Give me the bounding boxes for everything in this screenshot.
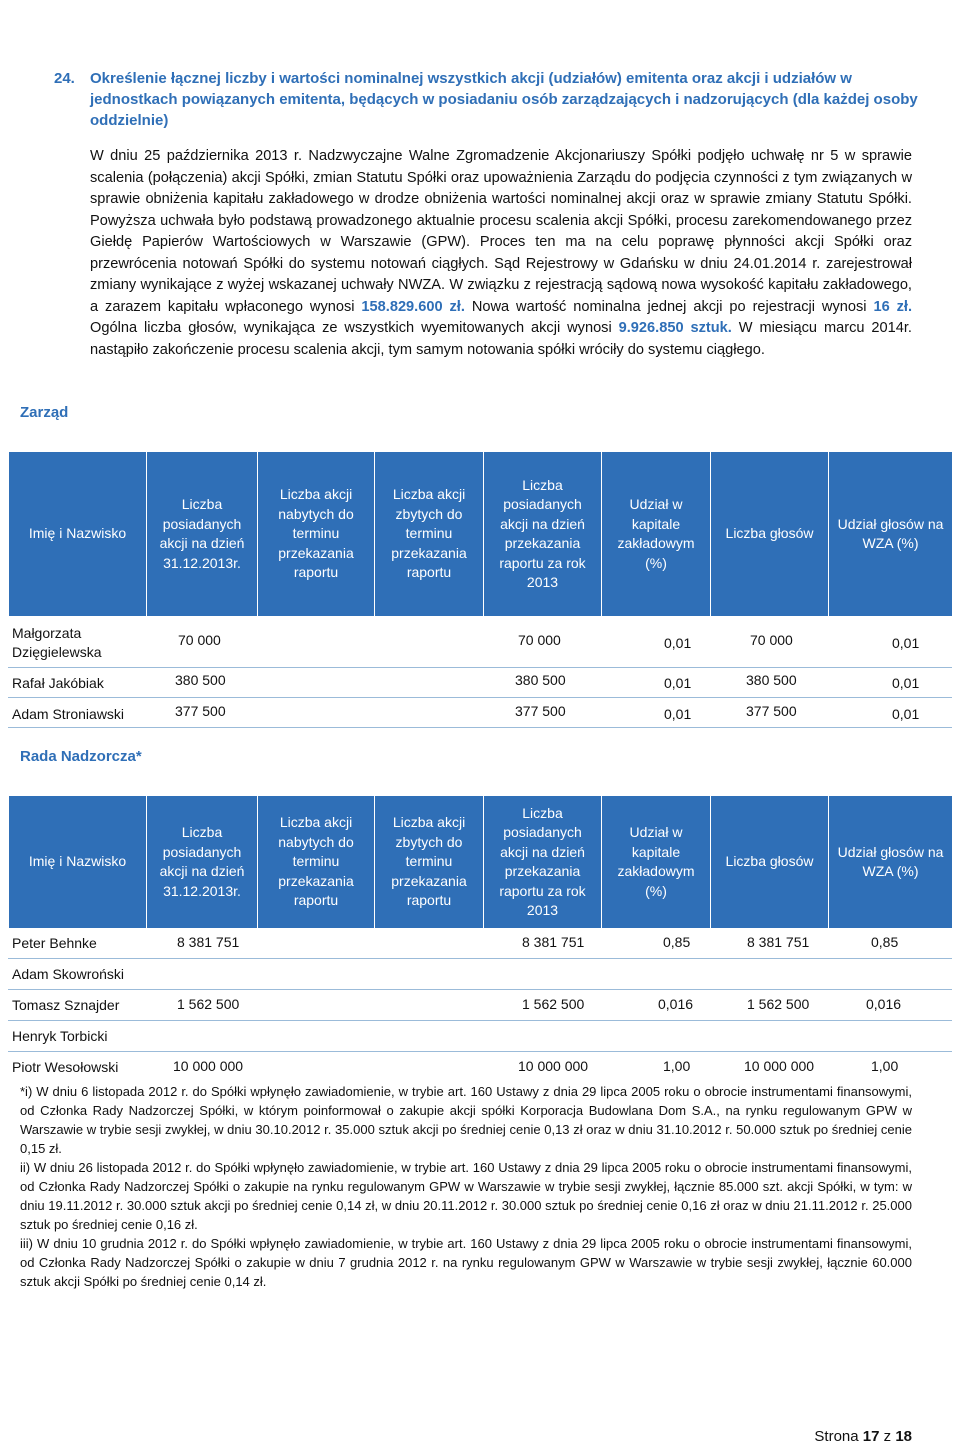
- section-heading: [54, 68, 924, 131]
- row-divider: [8, 667, 952, 668]
- header-sold: Liczba akcji zbytych do terminu przekazania raportu: [375, 452, 484, 616]
- person-name: Piotr Wesołowski: [12, 1059, 119, 1075]
- paragraph-text: W dniu 25 października 2013 r. Nadzwyczajne Walne Zgromadzenie Akcjonariuszy Spółki podjęło uchwałę nr 5 w sprawie scalenia (połączenia) akcji Spółki, zmian Statutu Spółki oraz upoważnienia Zarządu do podjęcia czynności z tym związanych w sprawie obniżenia kapitału zakładowego w drodze obniżenia wartości nominalnej akcji oraz w sprawie zmiany Statutu Spółki. Powyższa uchwała było podstawą prowadzonego aktualnie procesu scalenia akcji Spółki, procesu zarekomendowanego przez Giełdę Papierów Wartościowych w Warszawie (GPW). Proces ten ma na celu poprawę płynności akcji Spółki oraz przewrócenia notowań Spółki do systemu notowań ciągłych. Sąd Rejestrowy w Gdańsku w dniu 24.01.2014 r. zarejestrował zmiany wynikające z wyżej wskazanej uchwały NWZA. W związku z rejestracją sądową nowa wysokość kapitału zakładowego, a zarazem kapitału wpłaconego wynosi: [90, 148, 912, 315]
- votes-value: 380 500: [746, 672, 797, 688]
- votes-value: 8 381 751: [747, 934, 810, 950]
- header-votes: Liczba głosów: [711, 452, 829, 616]
- votes-value: 1 562 500: [747, 996, 810, 1012]
- held-now-value: 377 500: [515, 703, 566, 719]
- header-share: Udział w kapitale zakładowym (%): [602, 452, 711, 616]
- paragraph-text: W miesiącu marcu 2014r. nastąpiło zakończenie procesu scalenia akcji, tym samym notowania spółki wróciły do systemu ciągłego.: [90, 320, 912, 358]
- person-name: Adam Skowroński: [12, 966, 125, 982]
- share-value: 0,01: [664, 635, 692, 651]
- page-label: Strona: [814, 1428, 859, 1445]
- header-sold: Liczba akcji zbytych do terminu przekazania raportu: [375, 796, 484, 928]
- row-divider: [8, 1020, 952, 1021]
- vote-share-value: 0,85: [871, 934, 899, 950]
- vote-share-value: 0,01: [892, 675, 920, 691]
- paragraph-text: Nowa wartość nominalna jednej akcji po rejestracji wynosi: [464, 298, 874, 315]
- header-held: Liczba posiadanych akcji na dzień 31.12.2013r.: [147, 452, 258, 616]
- paragraph-text: Ogólna liczba głosów, wynikająca ze wszystkich wyemitowanych akcji wynosi: [90, 320, 619, 336]
- header-vote-share: Udział głosów na WZA (%): [829, 796, 953, 928]
- rada-table-header: [8, 796, 953, 928]
- votes-value: 9.926.850 sztuk.: [618, 320, 732, 336]
- header-held: Liczba posiadanych akcji na dzień 31.12.2013r.: [147, 796, 258, 928]
- page-total: 18: [895, 1428, 912, 1445]
- person-name: Adam Stroniawski: [12, 706, 125, 722]
- header-bought: Liczba akcji nabytych do terminu przekazania raportu: [258, 452, 375, 616]
- held-now-value: 380 500: [515, 672, 566, 688]
- vote-share-value: 0,01: [892, 706, 920, 722]
- row-divider: [8, 958, 952, 959]
- person-name: Tomasz Sznajder: [12, 997, 120, 1013]
- person-name: Małgorzata Dzięgielewska: [12, 625, 102, 660]
- capital-value: 158.829.600 zł.: [361, 298, 465, 315]
- row-divider: [8, 727, 952, 728]
- held-value: 70 000: [178, 632, 221, 648]
- held-now-value: 10 000 000: [518, 1058, 589, 1074]
- row-divider: [8, 697, 952, 698]
- nominal-value: 16 zł.: [873, 298, 913, 315]
- header-held-now: Liczba posiadanych akcji na dzień przekazania raportu za rok 2013: [484, 796, 602, 928]
- votes-value: 70 000: [750, 632, 793, 648]
- body-paragraph: [90, 146, 912, 361]
- share-value: 0,016: [658, 996, 694, 1012]
- held-now-value: 1 562 500: [522, 996, 585, 1012]
- header-name: Imię i Nazwisko: [9, 796, 147, 928]
- section-heading-text: Określenie łącznej liczby i wartości nominalnej wszystkich akcji (udziałów) emitenta oraz akcji i udziałów w jednostkach powiązanych emitenta, będących w posiadaniu osób zarządzających i nadzorujących (dla każdej osoby oddzielnie): [90, 70, 918, 129]
- held-value: 10 000 000: [173, 1058, 244, 1074]
- vote-share-value: 0,016: [866, 996, 902, 1012]
- row-divider: [8, 989, 952, 990]
- held-value: 377 500: [175, 703, 226, 719]
- footnote: ii) W dniu 26 listopada 2012 r. do Spółki wpłynęło zawiadomienie, w trybie art. 160 Ustawy z dnia 29 lipca 2005 roku o obrocie instrumentami finansowymi, od Członka Rady Nadzorczej Spółki o zakupie na rynku regulowanym GPW w Warszawie w trybie sesji zwykłej, łącznie 85.000 szt. akcji Spółki, w tym: w dniu 19.11.2012 r. 30.000 sztuk akcji po średniej cenie 0,14 zł, w dniu 20.11.2012 r. 30.000 sztuk po średniej cenie 0,16 zł oraz w dniu 21.11.2012 r. 25.000 sztuk po średniej cenie 0,16 zł.: [20, 1160, 912, 1232]
- footnote: *i) W dniu 6 listopada 2012 r. do Spółki wpłynęło zawiadomienie, w trybie art. 160 Ustawy z dnia 29 lipca 2005 roku o obrocie instrumentami finansowymi, od Członka Rady Nadzorczej Spółki, w którym poinformował o zakupie akcji spółki Korporacja Budowlana Dom S.A., na rynku regulowanym GPW w Warszawie w trybie sesji zwykłej, w dniu 30.10.2012 r. 35.000 sztuk akcji po średniej cenie 0,13 zł oraz w dniu 31.10.2012 r. 50.000 sztuk po średniej cenie 0,15 zł.: [20, 1084, 912, 1156]
- header-share: Udział w kapitale zakładowym (%): [602, 796, 711, 928]
- header-name: Imię i Nazwisko: [9, 452, 147, 616]
- person-name: Peter Behnke: [12, 935, 97, 951]
- votes-value: 377 500: [746, 703, 797, 719]
- votes-value: 10 000 000: [744, 1058, 815, 1074]
- page-sep: z: [883, 1428, 892, 1445]
- held-value: 8 381 751: [177, 934, 240, 950]
- held-now-value: 70 000: [518, 632, 561, 648]
- row-divider: [8, 1051, 952, 1052]
- held-now-value: 8 381 751: [522, 934, 585, 950]
- person-name: Rafał Jakóbiak: [12, 675, 104, 691]
- share-value: 0,01: [664, 675, 692, 691]
- footnotes: [20, 1082, 912, 1291]
- page-number: [814, 1428, 912, 1445]
- share-value: 0,01: [664, 706, 692, 722]
- zarzad-table-header: [8, 452, 953, 616]
- section-number: 24.: [54, 70, 75, 87]
- footnote: iii) W dniu 10 grudnia 2012 r. do Spółki wpłynęło zawiadomienie, w trybie art. 160 Ustawy z dnia 29 lipca 2005 roku o obrocie instrumentami finansowymi, od Członka Rady Nadzorczej Spółki o zakupie w dniu 7 grudnia 2012 r. na rynku regulowanym GPW w Warszawie w trybie sesji zwykłej, łącznie 60.000 sztuk akcji Spółki po średniej cenie 0,14 zł.: [20, 1236, 912, 1289]
- held-value: 1 562 500: [177, 996, 240, 1012]
- page-current: 17: [862, 1428, 880, 1445]
- share-value: 1,00: [663, 1058, 691, 1074]
- header-vote-share: Udział głosów na WZA (%): [829, 452, 953, 616]
- vote-share-value: 1,00: [871, 1058, 899, 1074]
- header-held-now: Liczba posiadanych akcji na dzień przekazania raportu za rok 2013: [484, 452, 602, 616]
- held-value: 380 500: [175, 672, 226, 688]
- person-name: Henryk Torbicki: [12, 1028, 108, 1044]
- rada-title: Rada Nadzorcza*: [20, 748, 142, 765]
- header-bought: Liczba akcji nabytych do terminu przekazania raportu: [258, 796, 375, 928]
- header-votes: Liczba głosów: [711, 796, 829, 928]
- zarzad-title: Zarząd: [20, 404, 69, 421]
- share-value: 0,85: [663, 934, 691, 950]
- vote-share-value: 0,01: [892, 635, 920, 651]
